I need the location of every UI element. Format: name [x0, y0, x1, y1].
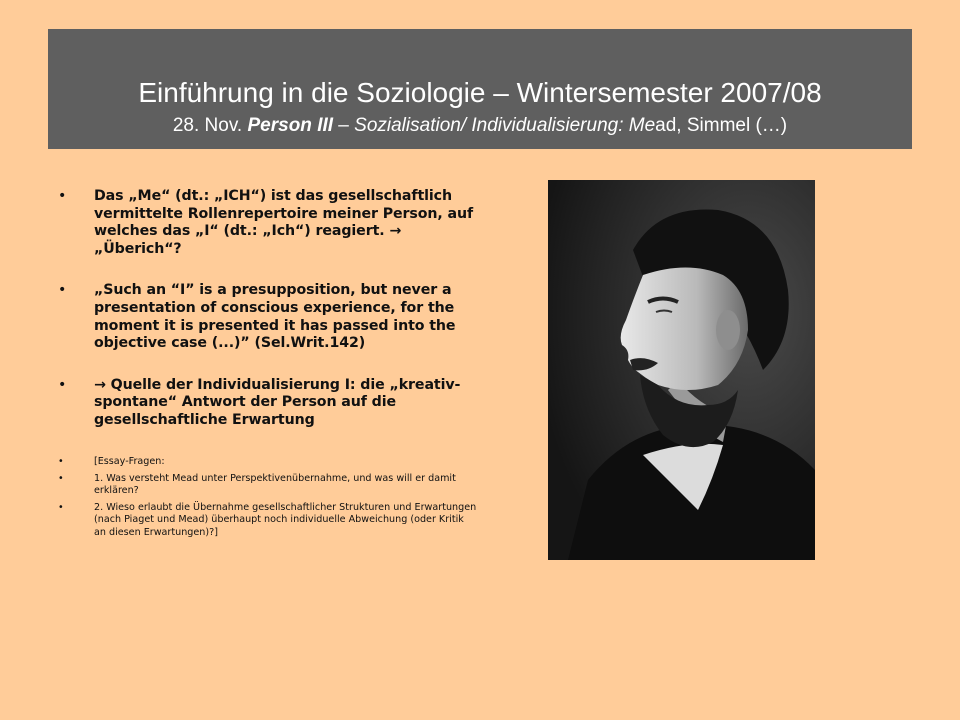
portrait-illustration — [548, 180, 815, 560]
subtitle-italic: Sozialisation/ Individualisierung: Me — [354, 115, 656, 136]
essay-text: [Essay-Fragen: — [94, 455, 165, 467]
bullet-marker: • — [58, 282, 67, 299]
essay-question-1 — [58, 473, 478, 497]
subtitle-topic: Person III — [247, 115, 334, 136]
subtitle-rest: ad, Simmel (…) — [655, 115, 788, 136]
bullet-individualisierung — [58, 377, 478, 430]
portrait-photo — [548, 180, 815, 560]
title-bar — [48, 29, 912, 149]
subtitle-dash: – — [333, 115, 355, 136]
slide-subtitle — [48, 114, 912, 138]
bullet-marker: • — [58, 502, 64, 514]
slide-content — [58, 188, 478, 544]
bullet-marker: • — [58, 376, 67, 393]
bullet-me-definition — [58, 188, 478, 258]
bullet-marker: • — [58, 472, 64, 484]
bullet-marker: • — [58, 188, 67, 204]
bullet-text: „Such an “I” is a presupposition, but never a presentation of conscious experience, for the moment it is presented it has passed into the objective case (...)” (Sel.Writ.142) — [94, 282, 456, 352]
essay-question-2 — [58, 502, 478, 539]
bullet-text: → Quelle der Individualisierung I: die „kreativ-spontane“ Antwort der Person auf die gesellschaftliche Erwartung — [94, 376, 461, 428]
bullet-text: Das „Me“ (dt.: „ICH“) ist das gesellschaftlich vermittelte Rollenrepertoire meiner Person, auf welches das „I“ (dt.: „Ich“) reagiert. → „Überich“? — [94, 188, 474, 257]
bullet-mead-quote — [58, 282, 478, 352]
slide-title: Einführung in die Soziologie – Wintersemester 2007/08 — [138, 77, 822, 108]
essay-text: 2. Wieso erlaubt die Übernahme gesellschaftlicher Strukturen und Erwartungen (nach Piaget und Mead) überhaupt noch individuelle Abweichung (oder Kritik an diesen Erwartungen)?] — [94, 502, 477, 538]
bullet-marker: • — [58, 455, 64, 467]
essay-heading — [58, 456, 478, 468]
essay-text: 1. Was versteht Mead unter Perspektivenübernahme, und was will er damit erklären? — [94, 472, 456, 496]
subtitle-date: 28. Nov. — [172, 115, 243, 136]
